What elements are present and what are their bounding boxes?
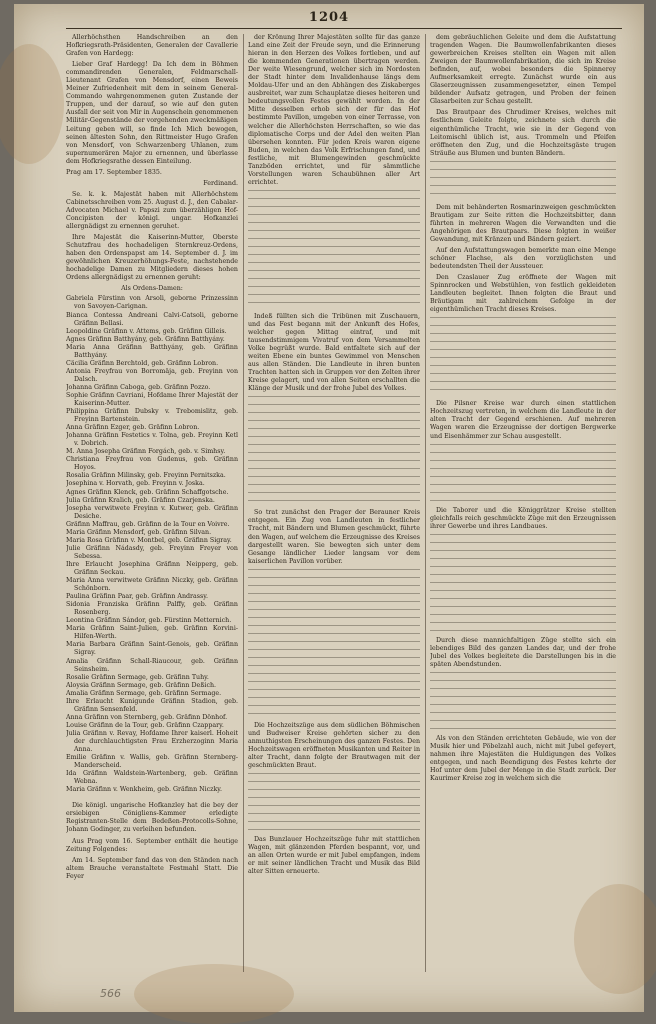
list-item: M. Anna Josepha Gräfinn Forgách, geb. v. Simhsy. (66, 448, 226, 456)
list-item: Maria Barbara Gräfinn Saint-Genois, geb. Gräfinn Sigray. (66, 641, 238, 657)
article-paragraph: Dem mit behänderten Rosmarinzweigen geschmückten Brautigam zur Seite ritten die Hochzeitsbitter, dann führten in mehreren Wagen die Verwandten und die Angehörigen des Brautpaars. Diese folgten in weißer Gewandung, mit Kränzen und Bändern geziert. (430, 203, 616, 243)
list-item: Anna Gräfinn Ezger, geb. Gräfinn Lobron. (66, 424, 200, 432)
decree-text: Lieber Graf Hardegg! Da Ich dem in Böhmen commandirenden Generalen, Feldmarschall-Lieutenant Grafen von Mensdorf, einen Beweis Meiner Zufriedenheit mit dem in seinem General-Commando wahrgenommenen guten Zustande der Truppen, und der darauf, so wie auf den guten Ausfall der seit von Mir in Augenschein genommenen Militär-Gegenstände der vorgehenden zweckmäßigen Leitung geben will, so finde Ich Mich bewogen, seinen ältesten Sohn, den Rittmeister Hugo Grafen von Mensdorf, von Schwarzenberg Uhlanen, zum supernumerären Major zu ernennen, und überlasse dem Hofkriegsrathe dessen Einteilung. (66, 61, 238, 165)
member-list-title: Als Ordens-Damen: (121, 285, 183, 293)
list-item: Gräfinn Maffrau, geb. Gräfinn de la Tour en Voivre. (66, 520, 230, 528)
text-lines (430, 161, 616, 201)
list-item: Maria Rosa Gräfinn v. Montbel, geb. Gräfinn Sigray. (66, 536, 232, 544)
text-lines (248, 396, 420, 506)
list-item: Louise Gräfinn de la Tour, geb. Gräfinn Czappary. (66, 721, 224, 729)
list-item: Christiana Freyfrau von Gudenus, geb. Gräfinn Hoyos. (66, 456, 238, 472)
list-item: Paulina Gräfinn Paar, geb. Gräfinn Andrassy. (66, 593, 208, 601)
article-paragraph: der Krönung Ihrer Majestäten sollte für das ganze Land eine Zeit der Freude seyn, und die Erinnerung hieran in den Herzen des Volkes fortleben, und auf die kommenden Generationen übertragen werden. Der weite Wiesengrund, welcher sich im Nordosten der Stadt hinter dem Invalidenhause längs dem Moldau-Ufer und an den Abhängen des Ziskaberges ausbreitet, war zum Schauplatze dieses heiteren und bedeutungsvollen Festes gewählt worden. In der Mitte desselben erhob sich der für das Hof bestimmte Pavillon, umgeben von einer Terrasse, von welcher die Allerhöchsten Herrschaften, so wie das diplomatische Corps und der Adel den weiten Plan übersehen konnten. Für jeden Kreis waren eigene Buden, in welchen das Volk Erfrischungen fand, und festliche, mit Blumengewinden geschmückte Tanzböden errichtet, und für sämmtliche Vorstellungen waren Schaubühnen aller Art errichtet. (248, 34, 420, 186)
article-paragraph: dem gebräuchlichen Geleite und dem die Aufstattung tragenden Wagen. Die Baumwollenfabrikanten dieses gewerbreichen Kreises stellten ein Wagen mit allen Zweigen der Baumwollenfabrikation, die sich im Kreise befinden, auf, wobei besonders die Spinnerey Aufmerksamkeit erregte. Zunächst wurde ein aus Glaserzeugnissen zusammengesetzter, einen Tempel bildender Aufsatz getragen, und Proben der feinen Glasarbeiten zur Schau gestellt. (430, 34, 616, 106)
list-item: Philippina Gräfinn Dubsky v. Trebomislitz, geb. Freyinn Bartenstein. (66, 408, 238, 424)
prague-intro: Aus Prag vom 16. September enthält die heutige Zeitung Folgendes: (66, 837, 238, 853)
list-item: Cäcilia Gräfinn Berchtold, geb. Gräfinn Lobron. (66, 359, 219, 367)
text-lines (430, 317, 616, 397)
page-number: 1204 (308, 10, 350, 25)
list-item: Julia Gräfinn v. Revay, Hofdame Ihrer kaiserl. Hoheit der durchlauchtigsten Frau Erzherzoginn Maria Anna. (66, 729, 238, 754)
list-item: Maria Gräfinn Mensdorf, geb. Gräfinn Silvan. (66, 528, 212, 536)
list-item: Emilie Gräfinn v. Wallis, geb. Gräfinn Sternberg-Manderscheid. (66, 754, 238, 770)
text-lines (430, 672, 616, 732)
list-item: Maria Gräfinn Saint-Julien, geb. Gräfinn Korvini-Hilfen-Werth. (66, 625, 238, 641)
text-lines (430, 444, 616, 504)
list-item: Josepha verwitwete Freyinn v. Kutwer, geb. Gräfinn Desiche. (66, 504, 238, 520)
list-item: Maria Anna Gräfinn Batthyány, geb. Gräfinn Batthyány. (66, 343, 238, 359)
court-notice: Die königl. ungarische Hofkanzley hat die bey der ersiebigen Cönigliens-Kammer erledigte Registranten-Stelle dem Bedeßen-Protocolls-Sohne, Johann Godinger, zu verleihen befunden. (66, 802, 238, 834)
decree-intro: Allerhöchsthen Handschreiben an den Hofkriegsrath-Präsidenten, Generalen der Cavallerie Grafen von Hardegg: (66, 34, 238, 58)
article-paragraph: Die Taborer und die Königgrätzer Kreise stellten gleichfalls reich geschmückte Züge mit den Erzeugnissen ihrer Gewerbe und ihres Landbaues. (430, 506, 616, 530)
column-left (66, 34, 238, 984)
list-item: Maria Gräfinn v. Wenkheim, geb. Gräfinn Niczky. (66, 786, 223, 794)
article-paragraph: Indeß füllten sich die Tribünen mit Zuschauern, und das Fest begann mit der Ankunft des Hofes, welcher gegen Mittag eintraf, und mit tausendstimmigem Vivatruf von dem Versammelten Volke begrüßt wurde. Bald entfaltete sich auf der weiten Ebene ein buntes Gewimmel von Menschen aus allen Ständen. Die Landleute in ihren bunten Trachten hatten sich in Gruppen vor den Zelten ihrer Kreise gelagert, und von allen Seiten erschallten die Klänge der Musik und der frohe Jubel des Volkes. (248, 312, 420, 393)
list-item: Ihre Erlaucht Josephina Gräfinn Neipperg, geb. Gräfinn Seckau. (66, 560, 238, 576)
list-item: Josephina v. Horvath, geb. Freyinn v. Joska. (66, 480, 205, 488)
decree-place-date: Prag am 17. September 1835. (66, 168, 162, 176)
list-item: Sophie Gräfinn Cavriani, Hofdame Ihrer Majestät der Kaiserinn-Mutter. (66, 391, 238, 408)
list-item: Antonia Freyfrau von Borromäja, geb. Freyinn von Dalsch. (66, 367, 238, 383)
column-middle (248, 34, 420, 984)
list-item: Gabriela Fürstinn von Arsoli, geborne Prinzessinn von Savoyen-Carignan. (66, 295, 238, 311)
list-item: Leopoldine Gräfinn v. Attems, geb. Gräfinn Gilleis. (66, 327, 227, 335)
list-item: Rosalia Gräfinn Milinsky, geb. Freyinn Pernitszka. (66, 472, 226, 480)
decree-signature: Ferdinand. (203, 179, 238, 187)
prague-report: Am 14. September fand das von den Ständen nach altem Brauche veranstaltete Festmahl Statt. Die Feyer (66, 856, 238, 880)
article-paragraph: So trat zunächst den Prager der Berauner Kreis entgegen. Ein Zug von Landleuten in festlicher Tracht, mit Bändern und Blumen geschmückt, führte den Wagen, auf welchem die Erzeugnisse des Kreises dargestellt waren. Sie bewegten sich unter dem Gesange ländlicher Lieder langsam vor dem kaiserlichen Pavillon vorüber. (248, 509, 420, 565)
article-paragraph: Auf den Aufstattungswagen bemerkte man eine Menge schöner Flachse, als den vorzüglichsten und bedeutendsten Theil der Aussteuer. (430, 246, 616, 271)
paper-stain (0, 44, 64, 164)
list-item: Leontina Gräfinn Sándor, geb. Fürstinn Metternich. (66, 617, 232, 625)
article-paragraph: Die Pilsner Kreise war durch einen stattlichen Hochzeitszug vertreten, in welchem die Landleute in der alten Tracht der Gegend erschienen. Auf mehreren Wagen waren die Erzeugnisse der dortigen Bergwerke und Eisenhämmer zur Schau ausgestellt. (430, 400, 616, 440)
list-item: Johanna Gräfinn Caboga, geb. Gräfinn Pozzo. (66, 383, 211, 391)
article-paragraph: Als von den Ständen errichteten Gebäude, wie von der Musik hier und Pöbelzahl auch, nicht mit Jubel gefeyert, nahmen ihre Majestäten die Huldigungen des Volkes entgegen, und nach Beendigung des Festes kehrte der Hof unter dem Jubel der Menge in die Stadt zurück. Der Kaurimer Kreise zog in welchem sich die (430, 734, 616, 783)
text-lines (248, 569, 420, 719)
member-list (66, 295, 238, 794)
article-paragraph: Durch diese mannichfaltigen Züge stellte sich ein lebendiges Bild des ganzen Landes dar, und der frohe Jubel des Volkes begleitete die Darstellungen bis in die späten Abendstunden. (430, 636, 616, 668)
article-paragraph: Den Czaslauer Zug eröffnete der Wagen mit Spinnrocken und Webstühlen, von festlich gekleideten Landleuten begleitet. Ihnen folgten die Braut und Bräutigam mit zahlreichem Gefolge in der eigenthümlichen Tracht dieses Kreises. (430, 274, 616, 314)
list-item: Amalia Gräfinn Schall-Riaucour, geb. Gräfinn Seinsheim. (66, 657, 238, 673)
column-divider (243, 34, 244, 972)
archive-mark: 566 (100, 987, 121, 1000)
list-item: Aloysia Gräfinn Sermage, geb. Gräfinn Deßich. (66, 681, 217, 689)
list-item: Bianca Contessa Andreani Calvi-Catsoli, geborne Gräfinn Bellasi. (66, 311, 238, 327)
article-paragraph: Das Bunzlauer Hochzeitszüge fuhr mit stattlichen Wagen, mit glänzenden Pferden bespannt, vor, und an allen Orten wurde er mit Jubel empfangen, indem er mit seiner ländlichen Tracht und Musik das Bild alter Sitten erneuerte. (248, 835, 420, 876)
text-lines (248, 773, 420, 833)
list-item: Agnes Gräfinn Batthyány, geb. Gräfinn Batthyány. (66, 335, 225, 343)
list-item: Rosalie Gräfinn Sermage, geb. Gräfinn Tuhy. (66, 673, 209, 681)
column-divider (425, 34, 426, 972)
list-item: Ida Gräfinn Waldstein-Wartenberg, geb. Gräfinn Webna. (66, 770, 238, 786)
text-lines (430, 534, 616, 634)
list-item: Ihre Erlaucht Kunigunde Gräfinn Stadion, geb. Gräfinn Sensenfeld. (66, 697, 238, 713)
text-lines (248, 190, 420, 310)
list-item: Sidonia Franziska Gräfinn Palffy, geb. Gräfinn Rosenberg. (66, 601, 238, 617)
list-item: Anna Gräfinn von Sternberg, geb. Gräfinn Dönhof. (66, 713, 228, 721)
list-item: Agnes Gräfinn Klenck, geb. Gräfinn Schaffgotsche. (66, 488, 229, 496)
list-item: Amalia Gräfinn Sermage, geb. Gräfinn Sermage. (66, 689, 222, 697)
article-paragraph: Das Brautpaar des Chrudimer Kreises, welches mit festlichem Geleite folgte, zeichnete sich durch die eigenthümliche Tracht, wie sie in der Gegend von Leitomischl üblich ist, aus. Trommeln und Pfeifen eröffneten den Zug, und die Hochzeitsgäste trugen Sträuße aus Blumen und bunten Bändern. (430, 109, 616, 157)
list-item: Johanna Gräfinn Festetics v. Tolna, geb. Freyinn Ketl v. Dobrich. (66, 432, 238, 448)
article-paragraph: Die Hochzeitszüge aus dem südlichen Böhmischen und Budweiser Kreise gehörten sicher zu den anmuthigsten Erscheinungen des ganzen Festes. Den Hochzeitswagen eröffneten Musikanten und Reiter in alter Tracht, dann folgte der Brautwagen mit der geschmückten Braut. (248, 721, 420, 769)
order-notice: Ihre Majestät die Kaiserinn-Mutter, Oberste Schutzfrau des hochadeligen Sternkreuz-Ordens, haben den Ordenspapst am 14. September d. J. im gewöhnlichen Kreuzerhöhungs-Feste, nachstehende hochadelige Damen zu Mitgliedern dieses hohen Ordens allergnädigst zu ernennen geruht: (66, 234, 238, 282)
newspaper-page (14, 4, 644, 1012)
list-item: Julie Gräfinn Nádasdy, geb. Freyinn Freyer von Sebessa. (66, 544, 238, 560)
list-item: Maria Anna verwitwete Gräfinn Niczky, geb. Gräfinn Schönborn. (66, 577, 238, 593)
appointment-notice: Se. k. k. Majestät haben mit Allerhöchstem Cabinetsschreiben vom 25. August d. J., den Cabalar-Advocaten Michael v. Papszi zum überzähligen Hof-Concipisten der königl. ungar. Hofkanzlei allergnädigst zu ernennen geruhet. (66, 190, 238, 231)
list-item: Julia Gräfinn Kralich, geb. Gräfinn Czarjenska. (66, 496, 215, 504)
column-right (430, 34, 616, 984)
header-rule (66, 28, 622, 29)
